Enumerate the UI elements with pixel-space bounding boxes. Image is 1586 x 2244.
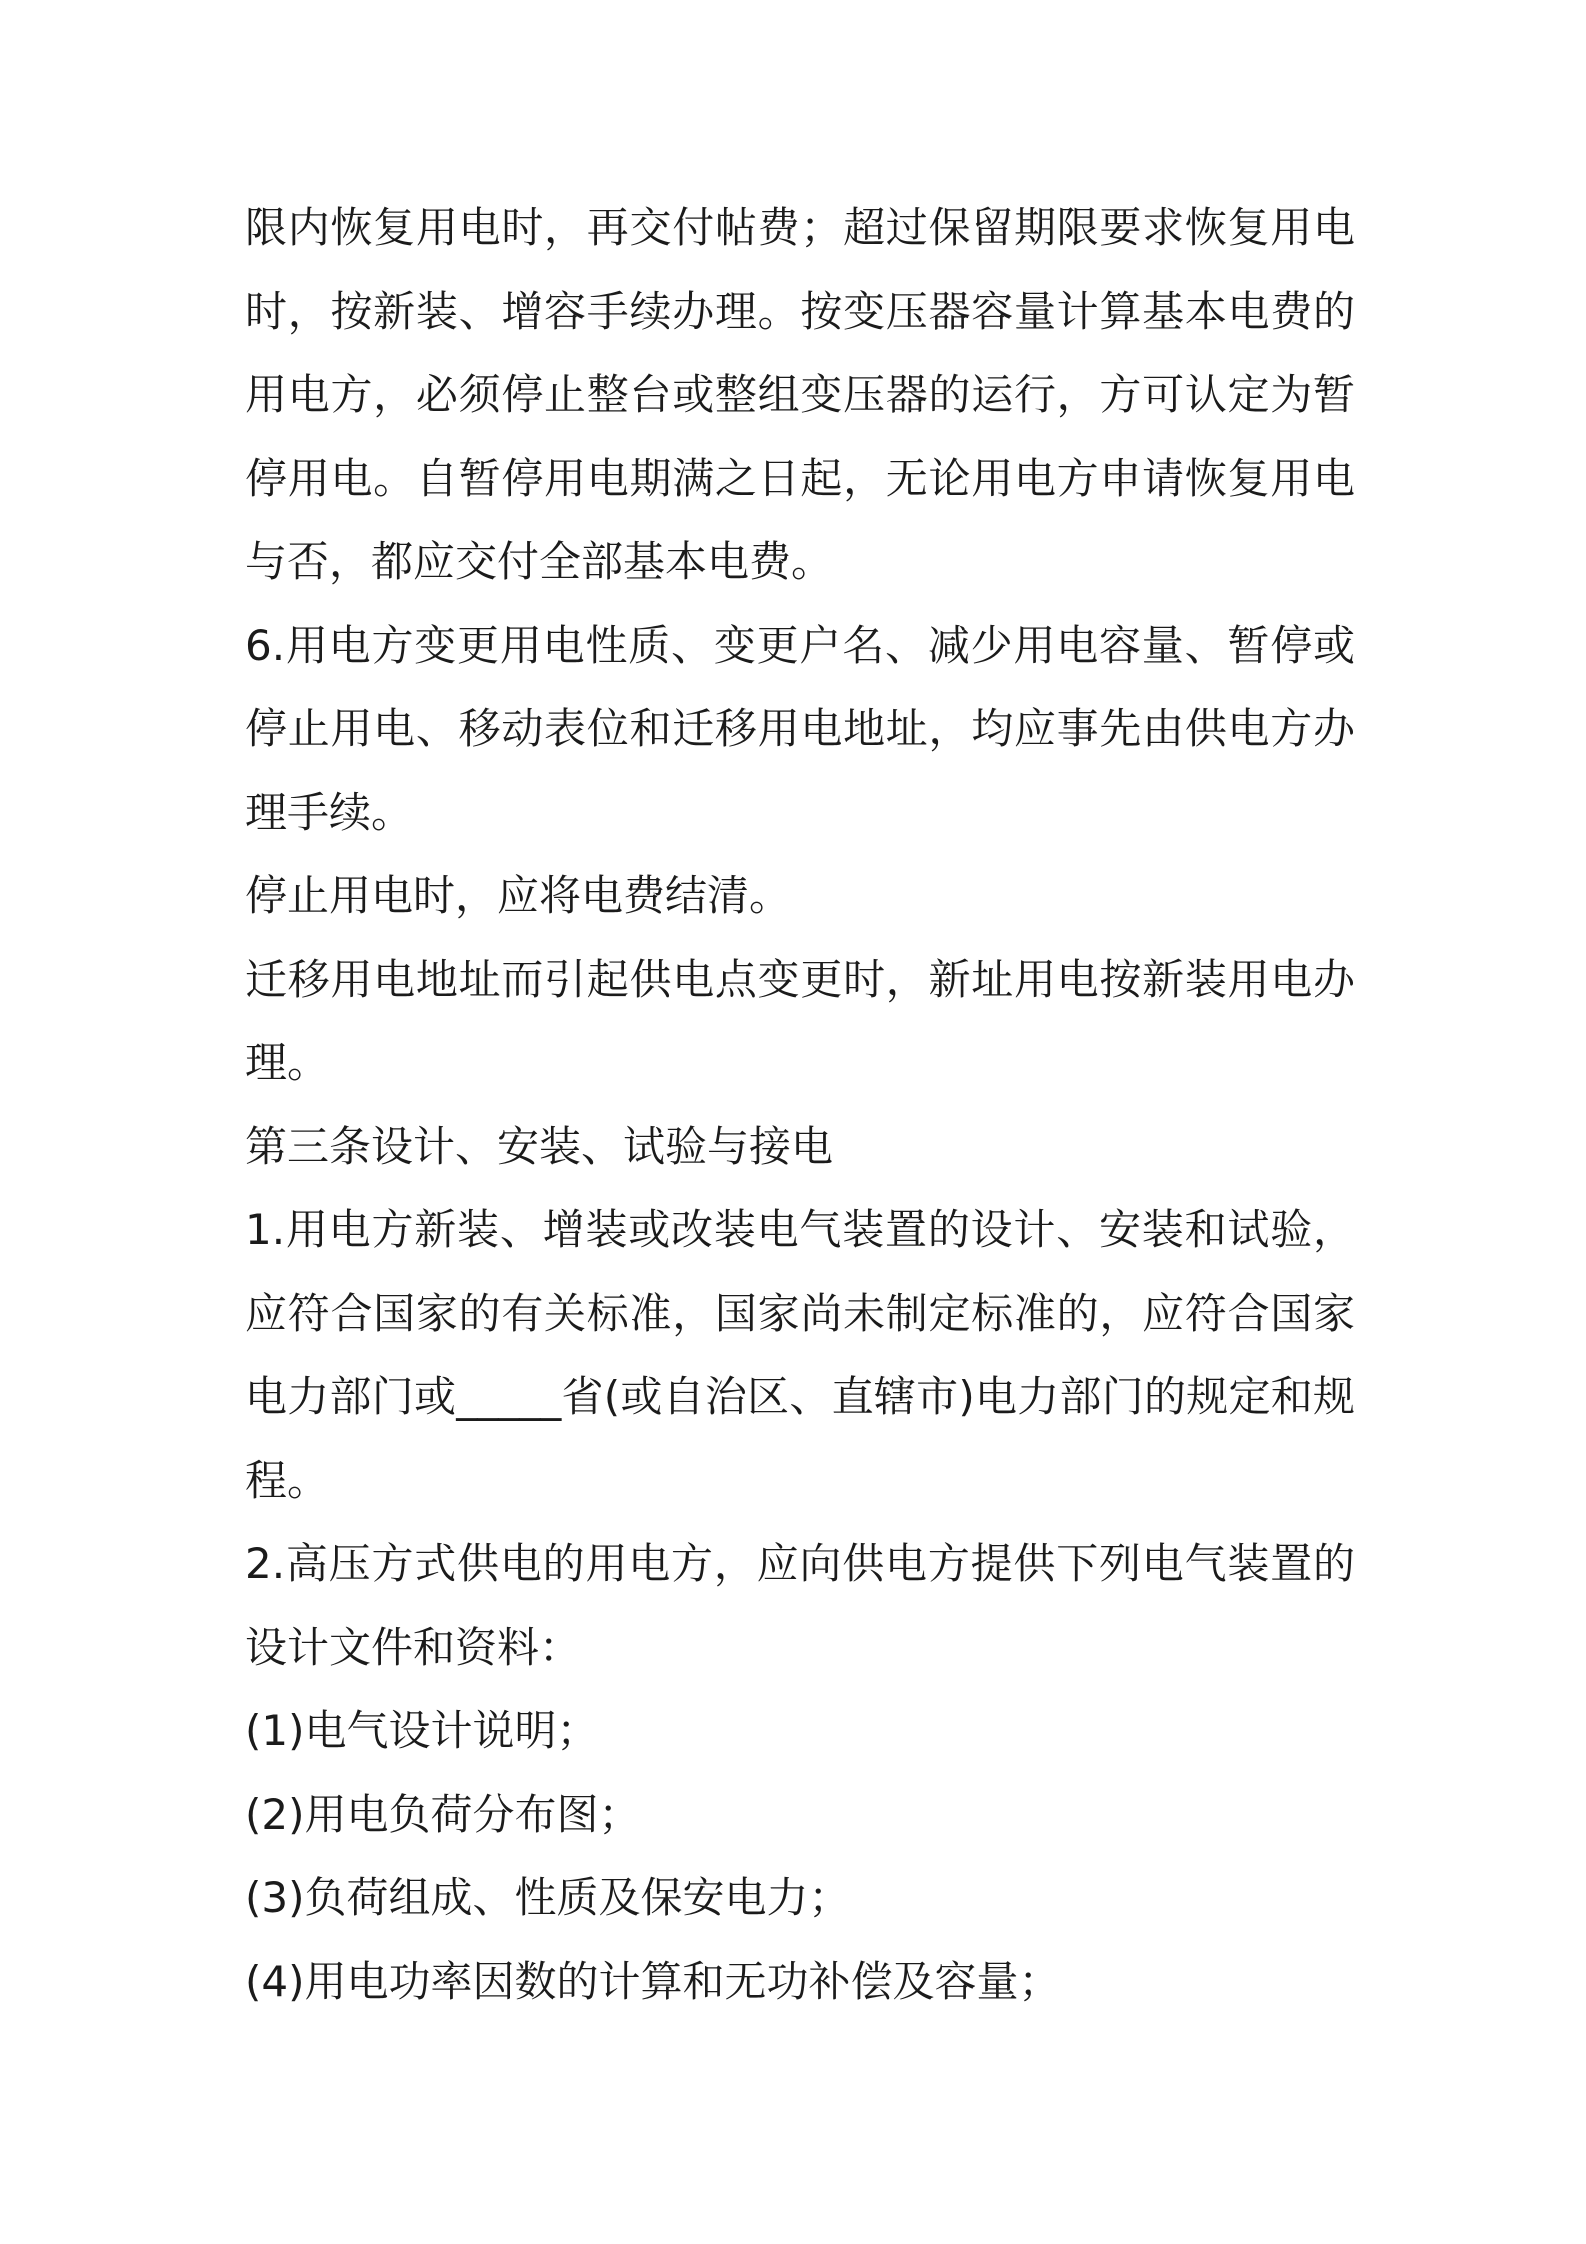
- paragraph-item-6: [245, 604, 1355, 855]
- text-line: (2)用电负荷分布图；: [245, 1789, 641, 1839]
- text-line: (4)用电功率因数的计算和无功补偿及容量；: [245, 1956, 1061, 2006]
- text-line: 迁移用电地址而引起供电点变更时，新址用电按新装用电办: [245, 954, 1355, 1004]
- text-line: 设计文件和资料：: [245, 1622, 582, 1672]
- text-line: 时，按新装、增容手续办理。按变压器容量计算基本电费的: [245, 286, 1355, 336]
- text-line: (3)负荷组成、性质及保安电力；: [245, 1873, 851, 1922]
- section-heading-article-3: [245, 1105, 1355, 1189]
- paragraph-item-1: [245, 1188, 1355, 1522]
- text-line: 1.用电方新装、增装或改装电气装置的设计、安装和试验，: [245, 1205, 1355, 1254]
- text-line: 停止用电时，应将电费结清。: [245, 871, 792, 920]
- list-item-2: [245, 1773, 1355, 1857]
- paragraph-settle-fees: [245, 854, 1355, 938]
- text-line: 2.高压方式供电的用电方，应向供电方提供下列电气装置的: [245, 1539, 1355, 1588]
- paragraph-suspension-continued: [245, 186, 1355, 604]
- text-line: 停止用电、移动表位和迁移用电地址，均应事先由供电方办: [245, 704, 1355, 753]
- list-item-3: [245, 1856, 1355, 1940]
- list-item-1: [245, 1689, 1355, 1773]
- document-body: [245, 186, 1355, 2023]
- paragraph-relocation: [245, 938, 1355, 1105]
- paragraph-item-2: [245, 1522, 1355, 1689]
- text-line: 用电方，必须停止整台或整组变压器的运行，方可认定为暂: [245, 370, 1355, 419]
- text-line: (1)电气设计说明；: [245, 1706, 599, 1755]
- text-line: 理。: [245, 1038, 330, 1087]
- list-item-4: [245, 1940, 1355, 2024]
- text-line: 电力部门或_____省(或自治区、直辖市)电力部门的规定和规: [245, 1372, 1355, 1421]
- text-line: 程。: [245, 1455, 330, 1505]
- text-line: 停用电。自暂停用电期满之日起，无论用电方申请恢复用电: [245, 453, 1355, 503]
- text-line: 理手续。: [245, 787, 414, 837]
- text-line: 限内恢复用电时，再交付帖费；超过保留期限要求恢复用电: [245, 203, 1355, 252]
- text-line: 与否，都应交付全部基本电费。: [245, 537, 834, 586]
- text-line: 应符合国家的有关标准，国家尚未制定标准的，应符合国家: [245, 1288, 1355, 1338]
- text-line: 6.用电方变更用电性质、变更户名、减少用电容量、暂停或: [245, 620, 1355, 670]
- section-heading: 第三条设计、安装、试验与接电: [245, 1121, 834, 1171]
